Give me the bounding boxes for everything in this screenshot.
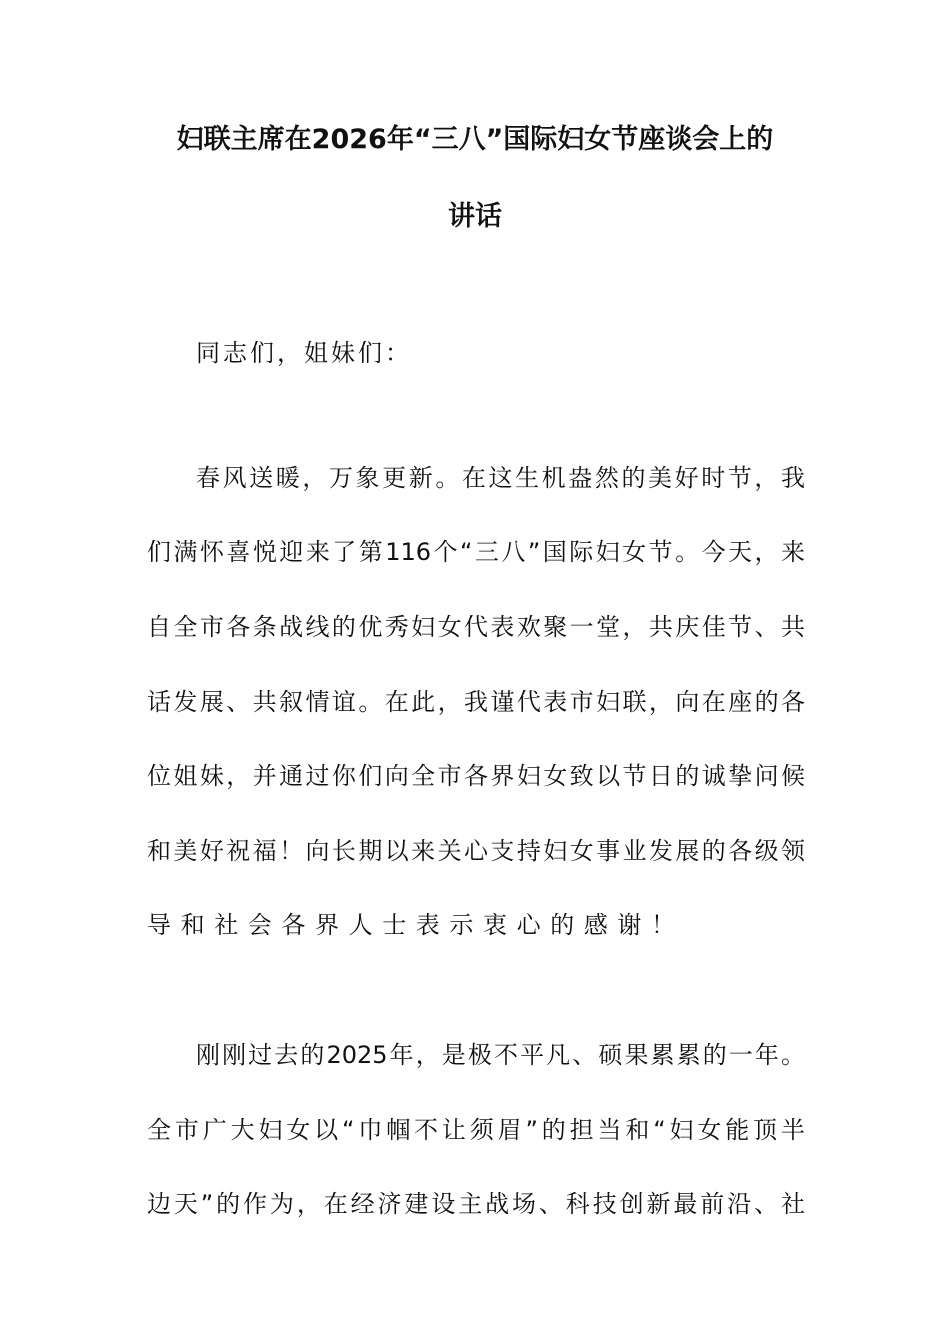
paragraph-line: 刚刚过去的2025年，是极不平凡、硕果累累的一年。 xyxy=(196,1041,805,1069)
paragraph-line: 话发展、共叙情谊。在此，我谨代表市妇联，向在座的各 xyxy=(147,688,805,716)
document-title-line-2: 讲话 xyxy=(448,201,502,232)
paragraph-line: 们满怀喜悦迎来了第116个“三八”国际妇女节。今天，来 xyxy=(147,538,805,566)
paragraph-line: 自全市各条战线的优秀妇女代表欢聚一堂，共庆佳节、共 xyxy=(147,613,805,641)
paragraph-line: 和美好祝福！向长期以来关心支持妇女事业发展的各级领 xyxy=(147,837,805,865)
paragraph-line: 边天”的作为，在经济建设主战场、科技创新最前沿、社 xyxy=(147,1190,805,1218)
paragraph-line: 全市广大妇女以“巾帼不让须眉”的担当和“妇女能顶半 xyxy=(147,1116,805,1144)
paragraph-line: 导和社会各界人士表示衷心的感谢！ xyxy=(147,911,685,939)
paragraph-line: 春风送暖，万象更新。在这生机盎然的美好时节，我 xyxy=(196,464,805,492)
greeting: 同志们，姐妹们： xyxy=(196,339,412,367)
document-title-line-1: 妇联主席在2026年“三八”国际妇女节座谈会上的 xyxy=(176,124,774,155)
paragraph-line: 位姐妹，并通过你们向全市各界妇女致以节日的诚挚问候 xyxy=(147,762,805,790)
